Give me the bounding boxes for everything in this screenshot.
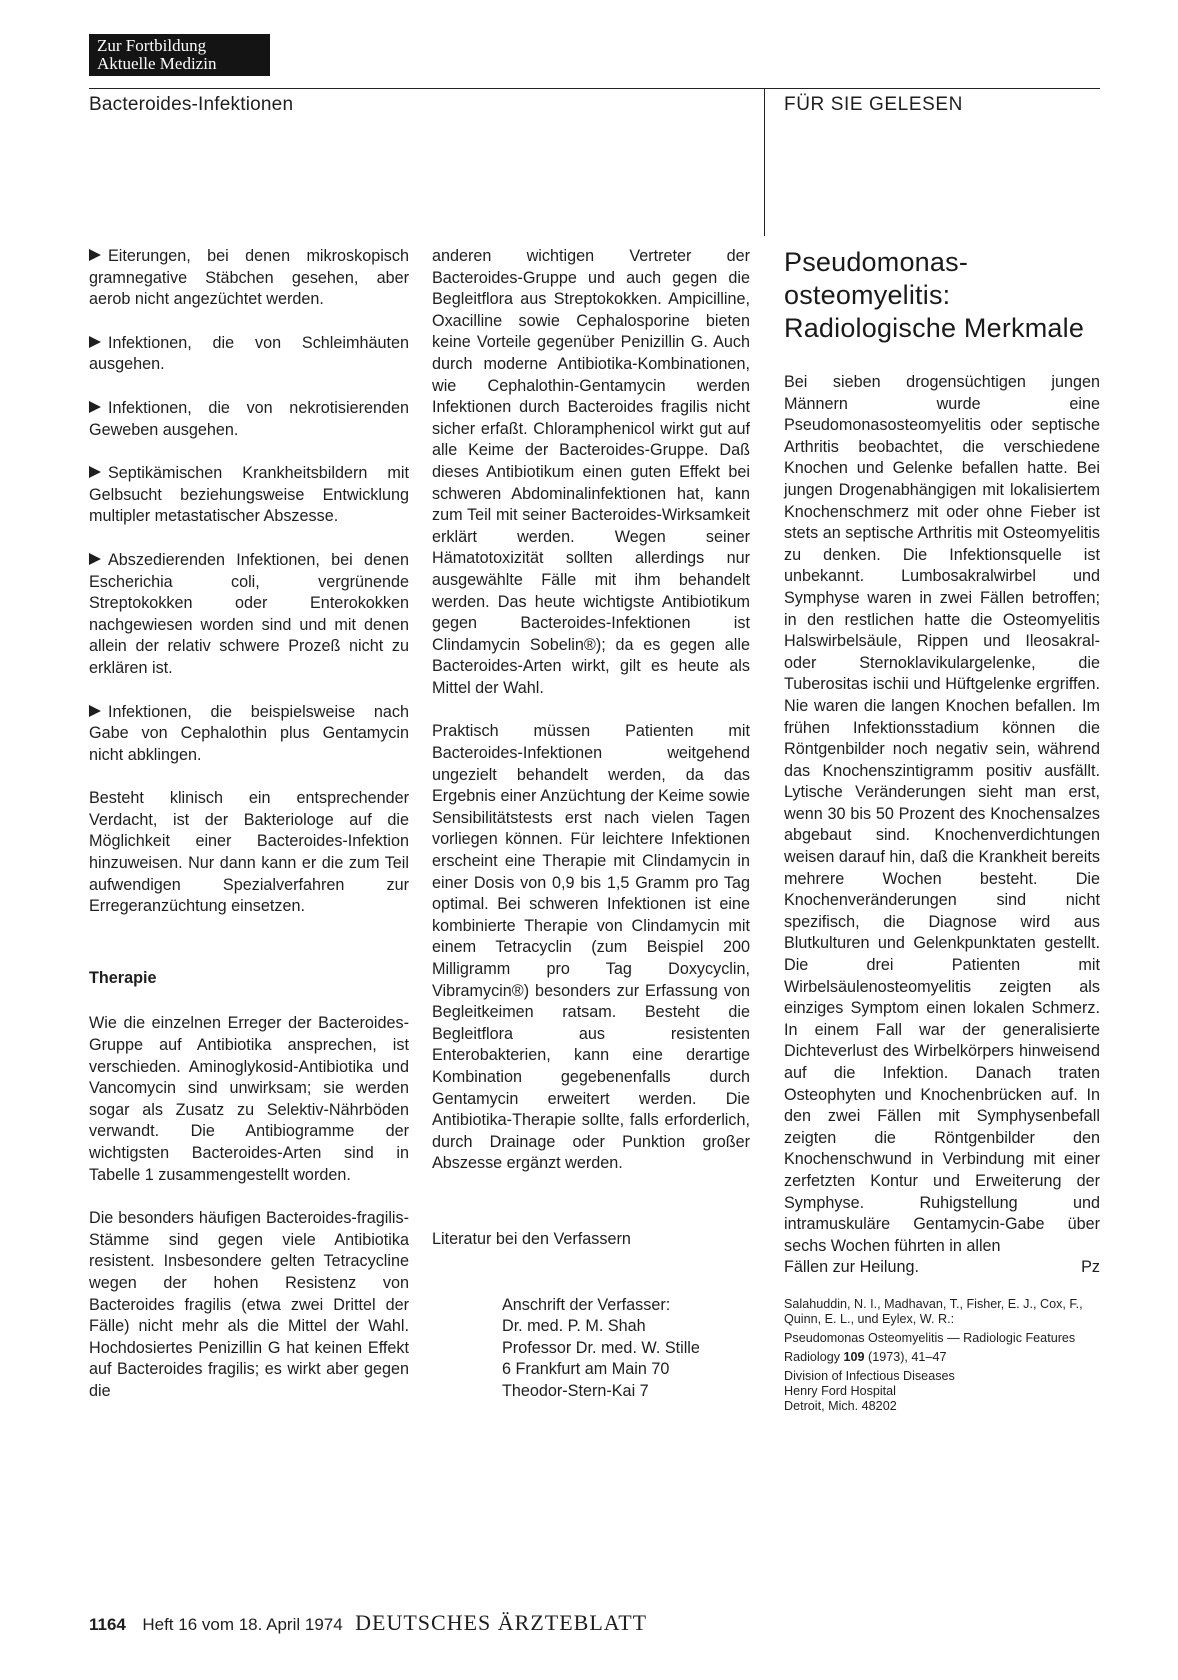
reference-affiliation-line: Division of Infectious Diseases [784, 1368, 955, 1383]
address-line: 6 Frankfurt am Main 70 [502, 1360, 670, 1379]
badge-line-2: Aktuelle Medizin [97, 54, 217, 73]
header-rule [89, 88, 1100, 89]
triangle-bullet-icon [89, 336, 101, 348]
article-closing-line [784, 1257, 1100, 1279]
section-title: Bacteroides-Infektionen [89, 94, 294, 115]
body-paragraph: Die besonders häufigen Bacteroides-fragilis-Stämme sind gegen viele Antibiotika resistent. Insbesondere gelten Tetracycline wegen der hohen Resistenz von Bacteroides fragilis (etwa zwei Drittel der Fälle) nicht mehr als die Mittel der Wahl. Hochdosiertes Penizillin G hat keinen Effekt auf Bacteroides fragilis; es wirkt aber gegen die [89, 1209, 409, 1400]
section-badge [89, 34, 270, 76]
title-line: osteomyelitis: [784, 280, 951, 310]
bullet-item [89, 463, 409, 528]
body-paragraph: Praktisch müssen Patienten mit Bacteroides-Infektionen weitgehend ungezielt behandelt werden, da das Ergebnis einer Anzüchtung der Keime sowie Sensibilitätstests erst nach vielen Tagen vorliegen können. Für leichtere Infektionen erscheint eine Therapie mit Clindamycin in einer Dosis von 0,9 bis 1,5 Gramm pro Tag optimal. Bei schweren Infektionen ist eine kombinierte Therapie von Clindamycin mit einem Tetracyclin (zum Beispiel 200 Milligramm pro Tag Doxycyclin, Vibramycin®) besonders zur Erfassung von Begleitkeimen ratsam. Besteht die Begleitflora aus resistenten Enterobakterien, kann eine derartige Kombination gegebenenfalls durch Gentamycin erweitert werden. Die Antibiotika-Therapie sollte, falls erforderlich, durch Drainage oder Punktion großer Abszesse ergänzt werden. [432, 722, 750, 1173]
bullet-text: Infektionen, die von nekrotisierenden Geweben ausgehen. [89, 398, 409, 439]
bullet-item [89, 550, 409, 680]
address-line: Theodor-Stern-Kai 7 [502, 1381, 649, 1400]
bullet-item [89, 246, 409, 311]
column-divider [764, 88, 765, 236]
badge-line-1: Zur Fortbildung [97, 36, 207, 55]
reference-journal: Radiology [784, 1349, 844, 1364]
middle-column [432, 246, 750, 1403]
subheading-therapie: Therapie [89, 968, 157, 987]
journal-name: DEUTSCHES ÄRZTEBLATT [355, 1610, 648, 1635]
body-paragraph: anderen wichtigen Vertreter der Bacteroides-Gruppe und auch gegen die Begleitflora aus Streptokokken. Ampicilline, Oxacilline sowie Cephalosporine bieten keine Vorteile gegenüber Penizillin G. Auch durch moderne Antibiotika-Kombinationen, wie Cephalothin-Gentamycin werden Infektionen durch Bacteroides fragilis nicht sicher erfaßt. Chloramphenicol wirkt gut auf alle Keime der Bacteroides-Gruppe. Daß dieses Antibiotikum einen guten Effekt bei schweren Abdominalinfektionen hat, kann zum Teil mit seiner Bacteroides-Wirksamkeit erklärt werden. Wegen seiner Hämatotoxizität sollten allerdings nur ausgewählte Fälle mit ihm behandelt werden. Das heute wichtigste Antibiotikum gegen Bacteroides-Infektionen ist Clindamycin Sobelin®); da es gegen alle Bacteroides-Arten wirkt, gilt es heute als Mittel der Wahl. [432, 247, 750, 697]
triangle-bullet-icon [89, 466, 101, 478]
reference-source [784, 1350, 1100, 1365]
literature-note: Literatur bei den Verfassern [432, 1229, 631, 1248]
page-footer [89, 1610, 647, 1636]
right-column [784, 246, 1100, 1414]
left-column [89, 246, 409, 1403]
reference-volume: 109 [843, 1349, 865, 1364]
triangle-bullet-icon [89, 553, 101, 565]
address-line: Dr. med. P. M. Shah [502, 1317, 646, 1336]
triangle-bullet-icon [89, 401, 101, 413]
reference-affiliation-line: Henry Ford Hospital [784, 1383, 896, 1398]
column-label: FÜR SIE GELESEN [784, 94, 963, 115]
address-line: Anschrift der Verfasser: [502, 1295, 671, 1314]
triangle-bullet-icon [89, 249, 101, 261]
bullet-item [89, 702, 409, 767]
author-initials: Pz [1081, 1258, 1100, 1277]
article-body: Bei sieben drogensüchtigen jungen Männern wurde eine Pseudomonasosteomyelitis oder septische Arthritis beobachtet, die verschiedene Knochen und Gelenke befallen hatte. Bei jungen Drogenabhängigen mit lokalisiertem Knochenschmerz mit oder ohne Fieber ist stets an septische Arthritis mit Osteomyelitis zu denken. Die Infektionsquelle ist unbekannt. Lumbosakralwirbel und Symphyse waren in zwei Fällen betroffen; in den restlichen hatte die Osteomyelitis Halswirbelsäule, Rippen und Ileosakral- oder Sternoklavikulargelenke, die Tuberositas ischii und Hüftgelenke ergriffen. Nie waren die langen Knochen befallen. Im frühen Infektionsstadium können die Röntgenbilder noch negativ sein, während das Knochenszintigramm positiv ausfällt. Lytische Veränderungen sieht man erst, wenn 30 bis 50 Prozent des Knochensalzes abgebaut sind. Knochenverdichtungen weisen darauf hin, daß die Krankheit bereits mehrere Wochen besteht. Die Knochenveränderungen sind nicht spezifisch, die Diagnose wird aus Blutkulturen und Gelenkpunktaten gestellt. Die drei Patienten mit Wirbelsäulenosteomyelitis zeigten als einziges Symptom einen lokalen Schmerz. In einem Fall war der generalisierte Dichteverlust des Wirbelkörpers hinweisend auf die Infektion. Danach traten Osteophyten und Knochenbrücken auf. In den zwei Fällen mit Symphysenbefall zeigten die Röntgenbilder den Knochenschwund in Verbindung mit einer zerfetzten Kontur und Erweiterung der Symphyse. Ruhigstellung und intramuskuläre Gentamycin-Gabe über sechs Wochen führten in allen [784, 373, 1100, 1255]
issue-info: Heft 16 vom 18. April 1974 [142, 1615, 343, 1634]
bullet-text: Septikämischen Krankheitsbildern mit Gelbsucht beziehungsweise Entwicklung multipler metastatischer Abszesse. [89, 464, 409, 526]
body-paragraph: Wie die einzelnen Erreger der Bacteroides-Gruppe auf Antibiotika ansprechen, ist verschieden. Aminoglykosid-Antibiotika und Vancomycin sind unwirksam; sie werden sogar als Zusatz zu Selektiv-Nährböden verwandt. Die Antibiogramme der wichtigsten Bacteroides-Arten sind in Tabelle 1 zusammengestellt worden. [89, 1014, 409, 1184]
title-line: Pseudomonas- [784, 247, 969, 277]
triangle-bullet-icon [89, 705, 101, 717]
author-address [502, 1295, 750, 1403]
title-line: Radiologische Merkmale [784, 313, 1085, 343]
reference-authors: Salahuddin, N. I., Madhavan, T., Fisher, E. J., Cox, F., Quinn, E. L., und Eylex, W. R.: [784, 1296, 1083, 1326]
reference-title: Pseudomonas Osteomyelitis — Radiologic Features [784, 1330, 1076, 1345]
bullet-text: Abszedierenden Infektionen, bei denen Escherichia coli, vergrünende Streptokokken oder Enterokokken nachgewiesen worden sind und mit denen allein der relativ schwere Prozeß nicht zu erklären ist. [89, 550, 409, 677]
closing-text: Fällen zur Heilung. [784, 1258, 919, 1277]
bullet-text: Infektionen, die von Schleimhäuten ausgehen. [89, 333, 409, 374]
reference-affiliation-line: Detroit, Mich. 48202 [784, 1398, 897, 1413]
reference-block [784, 1297, 1100, 1414]
body-paragraph: Besteht klinisch ein entsprechender Verdacht, ist der Bakteriologe auf die Möglichkeit einer Bacteroides-Infektion hinzuweisen. Nur dann kann er die zum Teil aufwendigen Spezialverfahren zur Erregeranzüchtung einsetzen. [89, 789, 409, 916]
address-line: Professor Dr. med. W. Stille [502, 1338, 700, 1357]
bullet-item [89, 398, 409, 441]
page-number: 1164 [89, 1615, 126, 1634]
bullet-text: Infektionen, die beispielsweise nach Gabe von Cephalothin plus Gentamycin nicht abklingen. [89, 702, 409, 764]
bullet-text: Eiterungen, bei denen mikroskopisch gramnegative Stäbchen gesehen, aber aerob nicht angezüchtet werden. [89, 247, 409, 309]
reference-pages: (1973), 41–47 [864, 1349, 947, 1364]
bullet-item [89, 333, 409, 376]
article-title [784, 246, 1100, 345]
